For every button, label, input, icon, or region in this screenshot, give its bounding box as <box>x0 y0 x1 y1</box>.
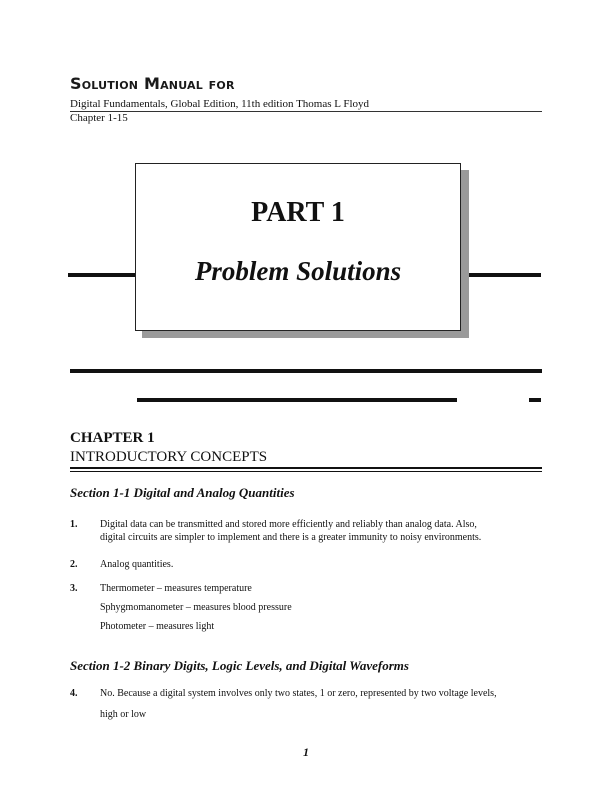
problem-line: Analog quantities. <box>100 559 174 570</box>
chapter-rule <box>70 467 542 469</box>
problem-line: Digital data can be transmitted and stored more efficiently and reliably than analog data. Also, <box>100 519 477 530</box>
problem-line: high or low <box>100 709 147 720</box>
problem-line: No. Because a digital system involves only two states, 1 or zero, represented by two voltage levels, <box>100 688 497 699</box>
problem-text <box>100 558 530 571</box>
problem-text <box>100 582 530 633</box>
header-divider <box>70 111 542 112</box>
section-heading: Section 1-2 Binary Digits, Logic Levels, and Digital Waveforms <box>70 658 409 673</box>
problem-line: Sphygmomanometer – measures blood pressure <box>100 602 292 613</box>
problem-number: 4. <box>70 688 78 699</box>
part-subtitle: Problem Solutions <box>194 256 402 286</box>
part-box <box>135 163 461 331</box>
problem-text <box>100 687 530 721</box>
chapter-subtitle: INTRODUCTORY CONCEPTS <box>70 449 268 465</box>
problem-number: 3. <box>70 583 78 594</box>
chapter-rule <box>70 471 542 472</box>
problem-line: digital circuits are simpler to implement and there is a greater immunity to noisy environments. <box>100 532 482 543</box>
problem-line: Thermometer – measures temperature <box>100 583 252 594</box>
problem-line: Photometer – measures light <box>100 621 215 632</box>
problem-text <box>100 518 530 544</box>
problem-number: 1. <box>70 519 78 530</box>
part-title: PART 1 <box>251 197 345 228</box>
problem-number: 2. <box>70 559 78 570</box>
book-subtitle: Digital Fundamentals, Global Edition, 11th edition Thomas L Floyd <box>70 98 370 110</box>
divider-dash <box>529 398 541 402</box>
decorative-bar-right <box>463 273 541 277</box>
page-number: 1 <box>303 745 309 759</box>
manual-title: Solution Manual for <box>70 74 235 93</box>
divider-mid <box>137 398 457 402</box>
chapter-range: Chapter 1-15 <box>70 112 128 124</box>
section-heading: Section 1-1 Digital and Analog Quantities <box>70 485 295 500</box>
divider-thick <box>70 369 542 373</box>
decorative-bar-left <box>68 273 138 277</box>
chapter-title: CHAPTER 1 <box>70 430 155 446</box>
